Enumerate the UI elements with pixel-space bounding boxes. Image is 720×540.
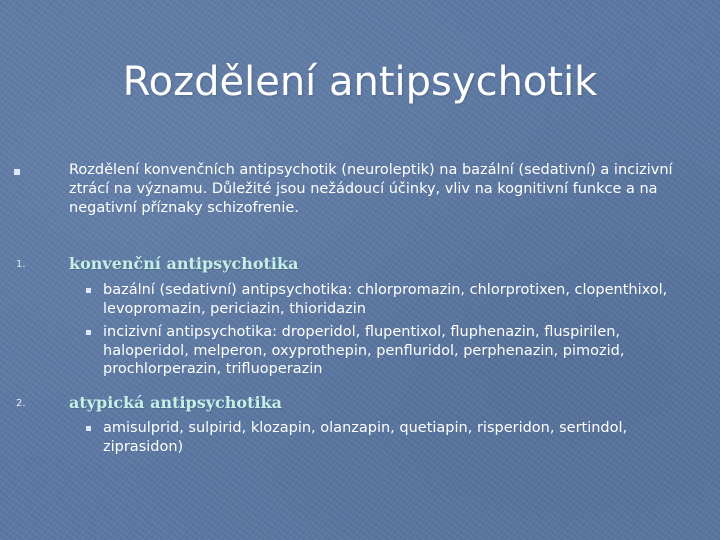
section-heading: konvenční antipsychotika	[69, 254, 299, 273]
list-item-text: bazální (sedativní) antipsychotika: chlorpromazin, chlorprotixen, clopenthixol, levopromazin, periciazin, thioridazin	[103, 282, 668, 317]
intro-text: Rozdělení konvenčních antipsychotik (neuroleptik) na bazální (sedativní) a incizivní ztrácí na významu. Důležité jsou nežádoucí účinky, vliv na kognitivní funkce a na negativní příznaky schizofrenie.	[69, 162, 673, 216]
list-item	[86, 323, 686, 379]
square-bullet-icon	[86, 330, 91, 335]
square-bullet-icon	[14, 169, 20, 175]
list-item	[86, 419, 686, 456]
list-item-text: amisulprid, sulpirid, klozapin, olanzapin, quetiapin, risperidon, sertindol, ziprasidon)	[103, 420, 628, 455]
list-item	[86, 281, 686, 318]
square-bullet-icon	[86, 426, 91, 431]
intro-bullet	[14, 161, 674, 218]
list-item-text: incizivní antipsychotika: droperidol, flupentixol, fluphenazin, fluspirilen, haloperidol, melperon, oxyprothepin, penfluridol, perphenazin, pimozid, prochlorperazin, trifluoperazin	[103, 324, 625, 377]
section-number: 1.	[16, 259, 26, 270]
section-heading: atypická antipsychotika	[69, 393, 283, 412]
square-bullet-icon	[86, 288, 91, 293]
section-number: 2.	[16, 398, 26, 409]
slide-title: Rozdělení antipsychotik	[122, 59, 598, 105]
